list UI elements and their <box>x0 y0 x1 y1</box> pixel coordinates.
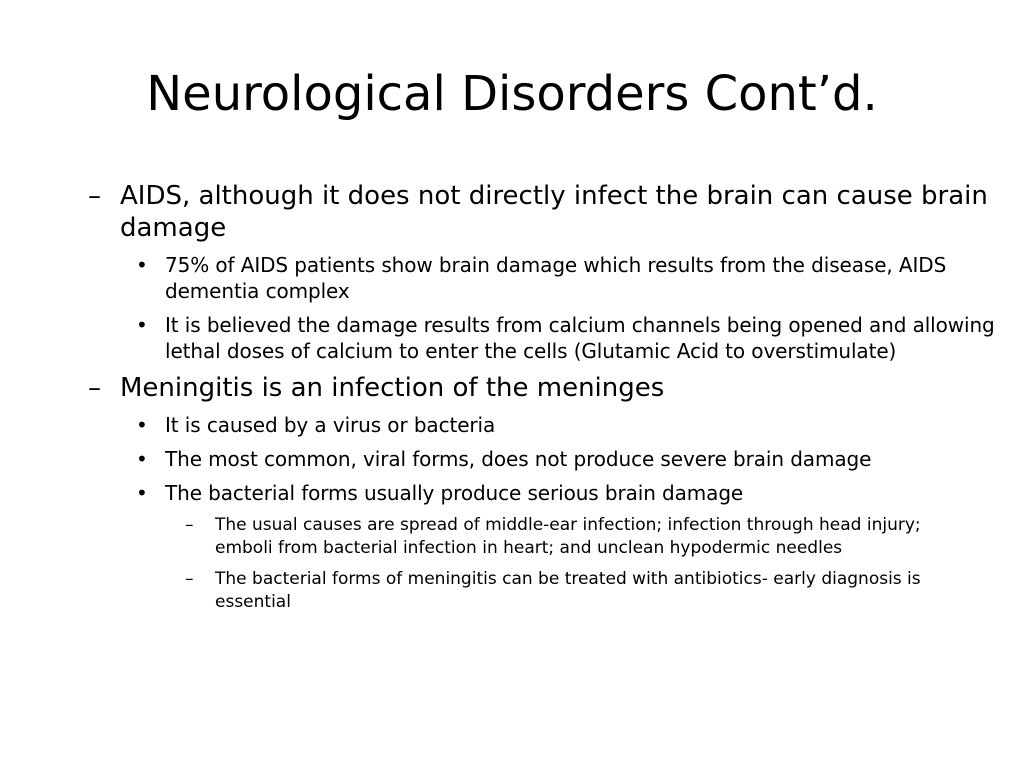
dash-marker: – <box>88 373 101 403</box>
list-item <box>185 514 935 560</box>
slide-title: Neurological Disorders Cont’d. <box>146 66 878 122</box>
bullet-list <box>88 180 1000 622</box>
list-item <box>136 480 1000 506</box>
list-item <box>88 180 1000 244</box>
list-item <box>136 412 1000 438</box>
bullet-marker: • <box>136 447 148 471</box>
list-item <box>88 372 1000 404</box>
list-item-text: It is believed the damage results from calcium channels being opened and allowing lethal doses of calcium to enter the cells (Glutamic Acid to overstimulate) <box>165 313 995 363</box>
list-item-text: The bacterial forms usually produce serious brain damage <box>165 481 744 505</box>
list-item <box>136 312 1000 364</box>
list-item-text: 75% of AIDS patients show brain damage which results from the disease, AIDS dementia complex <box>165 253 947 303</box>
list-item-text: The usual causes are spread of middle-ear infection; infection through head injury; emboli from bacterial infection in heart; and unclean hypodermic needles <box>215 515 921 558</box>
list-item-text: It is caused by a virus or bacteria <box>165 413 496 437</box>
list-item-text: The most common, viral forms, does not produce severe brain damage <box>165 447 872 471</box>
bullet-marker: • <box>136 313 148 337</box>
list-item-text: Meningitis is an infection of the meninges <box>120 373 665 403</box>
list-item <box>185 568 935 614</box>
dash-marker: – <box>185 515 194 535</box>
bullet-marker: • <box>136 481 148 505</box>
bullet-marker: • <box>136 413 148 437</box>
list-item-text: The bacterial forms of meningitis can be treated with antibiotics- early diagnosis is essential <box>215 569 921 612</box>
dash-marker: – <box>88 181 101 211</box>
list-item <box>136 446 1000 472</box>
list-item <box>136 252 1000 304</box>
list-item-text: AIDS, although it does not directly infect the brain can cause brain damage <box>120 181 988 243</box>
bullet-marker: • <box>136 253 148 277</box>
dash-marker: – <box>185 569 194 589</box>
